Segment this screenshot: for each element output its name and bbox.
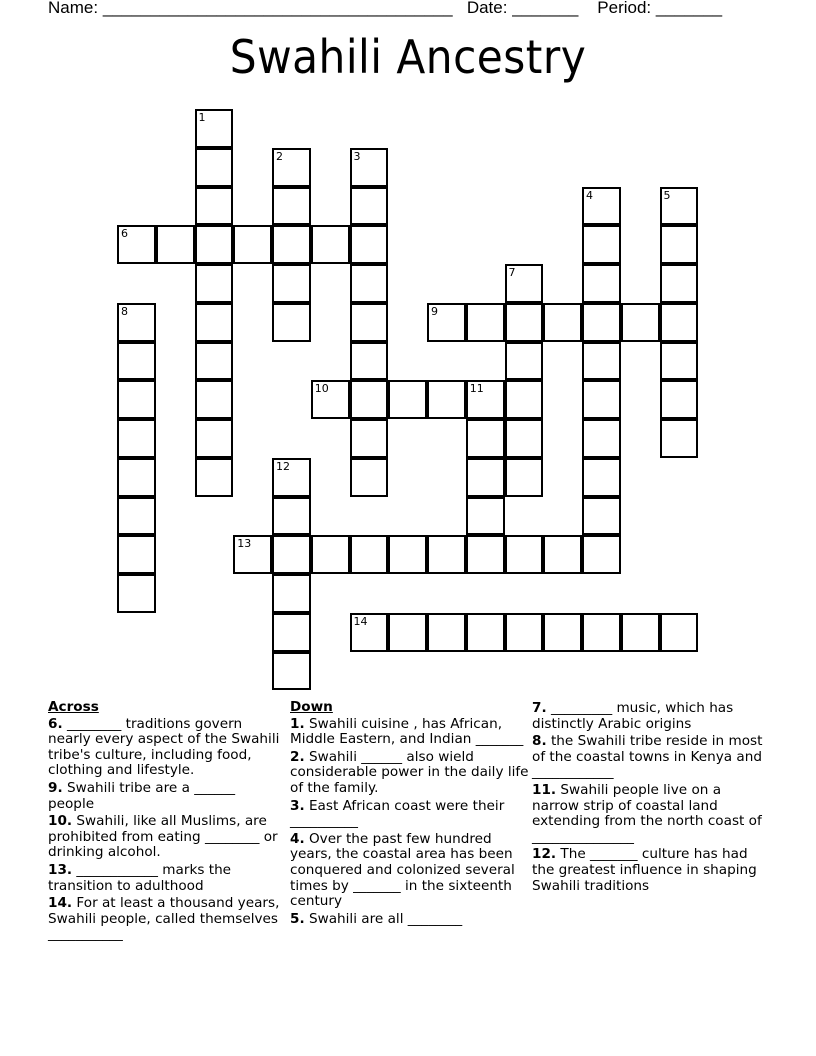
crossword-cell[interactable] bbox=[272, 574, 311, 613]
crossword-cell[interactable] bbox=[195, 419, 234, 458]
crossword-cell[interactable] bbox=[427, 380, 466, 419]
crossword-cell[interactable] bbox=[117, 303, 156, 342]
crossword-cell[interactable] bbox=[582, 535, 621, 574]
crossword-cell[interactable] bbox=[505, 380, 544, 419]
crossword-cell[interactable] bbox=[582, 497, 621, 536]
crossword-cell[interactable] bbox=[350, 148, 389, 187]
period-label: Period: bbox=[597, 0, 652, 17]
crossword-cell[interactable] bbox=[272, 225, 311, 264]
down-heading: Down bbox=[290, 699, 333, 715]
clue-number: 13 bbox=[237, 537, 252, 551]
crossword-cell[interactable] bbox=[117, 380, 156, 419]
crossword-cell[interactable] bbox=[195, 458, 234, 497]
clue-down-3: 3. East African coast were their __________ bbox=[290, 797, 505, 830]
worksheet-header bbox=[48, 0, 768, 18]
crossword-cell[interactable] bbox=[350, 187, 389, 226]
clue-across-9: 9. Swahili tribe are a ______ people bbox=[48, 779, 236, 812]
crossword-cell[interactable] bbox=[505, 419, 544, 458]
crossword-cell[interactable] bbox=[582, 613, 621, 652]
clue-across-6: 6. ________ traditions govern nearly every aspect of the Swahili tribe's culture, including food, clothing and lifestyle. bbox=[48, 715, 280, 779]
clue-down-7: 7. _________ music, which has distinctly Arabic origins bbox=[532, 700, 734, 732]
clue-down-1: 1. Swahili cuisine , has African, Middle Eastern, and Indian _______ bbox=[290, 715, 524, 748]
crossword-cell[interactable] bbox=[350, 264, 389, 303]
crossword-cell[interactable] bbox=[427, 303, 466, 342]
crossword-cell[interactable] bbox=[350, 303, 389, 342]
crossword-cell[interactable] bbox=[660, 225, 699, 264]
crossword-grid bbox=[118, 110, 718, 710]
date-field[interactable]: _______ bbox=[512, 0, 579, 17]
crossword-cell[interactable] bbox=[272, 497, 311, 536]
crossword-cell[interactable] bbox=[660, 419, 699, 458]
clue-number: 2 bbox=[276, 149, 283, 163]
crossword-cell[interactable] bbox=[117, 497, 156, 536]
crossword-cell[interactable] bbox=[582, 419, 621, 458]
name-field[interactable]: _____________________________________ bbox=[102, 0, 453, 17]
crossword-cell[interactable] bbox=[660, 264, 699, 303]
crossword-cell[interactable] bbox=[582, 225, 621, 264]
crossword-cell[interactable] bbox=[466, 380, 505, 419]
crossword-cell[interactable] bbox=[466, 535, 505, 574]
crossword-cell[interactable] bbox=[195, 342, 234, 381]
crossword-cell[interactable] bbox=[388, 380, 427, 419]
crossword-cell[interactable] bbox=[388, 535, 427, 574]
clue-down-11: 11. Swahili people live on a narrow strip of coastal land extending from the north coast of _______________ bbox=[532, 781, 762, 845]
crossword-cell[interactable] bbox=[505, 264, 544, 303]
crossword-cell[interactable] bbox=[311, 225, 350, 264]
name-label: Name: bbox=[48, 0, 99, 17]
clue-number: 6 bbox=[121, 227, 128, 241]
crossword-cell[interactable] bbox=[350, 613, 389, 652]
crossword-cell[interactable] bbox=[117, 535, 156, 574]
clue-number: 9 bbox=[431, 304, 438, 318]
crossword-cell[interactable] bbox=[350, 380, 389, 419]
crossword-cell[interactable] bbox=[350, 419, 389, 458]
crossword-cell[interactable] bbox=[350, 225, 389, 264]
clue-number: 12 bbox=[276, 459, 290, 473]
crossword-cell[interactable] bbox=[582, 264, 621, 303]
clue-down-4: 4. Over the past few hundred years, the coastal area has been conquered and colonized several times by _______ in the sixteenth century bbox=[290, 830, 515, 910]
crossword-cell[interactable] bbox=[505, 613, 544, 652]
crossword-cell[interactable] bbox=[195, 264, 234, 303]
crossword-cell[interactable] bbox=[660, 380, 699, 419]
crossword-cell[interactable] bbox=[272, 187, 311, 226]
crossword-cell[interactable] bbox=[427, 613, 466, 652]
clue-across-13: 13. ____________ marks the transition to adulthood bbox=[48, 861, 232, 894]
crossword-cell[interactable] bbox=[427, 535, 466, 574]
clue-across-10: 10. Swahili, like all Muslims, are prohibited from eating ________ or drinking alcohol. bbox=[48, 813, 278, 861]
crossword-cell[interactable] bbox=[272, 613, 311, 652]
crossword-cell[interactable] bbox=[272, 264, 311, 303]
crossword-cell[interactable] bbox=[195, 148, 234, 187]
crossword-cell[interactable] bbox=[195, 225, 234, 264]
crossword-cell[interactable] bbox=[505, 342, 544, 381]
crossword-cell[interactable] bbox=[505, 458, 544, 497]
crossword-cell[interactable] bbox=[582, 342, 621, 381]
crossword-cell[interactable] bbox=[543, 535, 582, 574]
crossword-cell[interactable] bbox=[582, 187, 621, 226]
crossword-cell[interactable] bbox=[311, 535, 350, 574]
crossword-cell[interactable] bbox=[233, 535, 272, 574]
clue-down-2: 2. Swahili ______ also wield considerable power in the daily life of the family. bbox=[290, 748, 529, 796]
clue-number: 10 bbox=[314, 382, 329, 396]
crossword-cell[interactable] bbox=[582, 380, 621, 419]
crossword-cell[interactable] bbox=[195, 109, 234, 148]
clue-number: 8 bbox=[121, 304, 128, 318]
period-field[interactable]: _______ bbox=[655, 0, 723, 17]
crossword-cell[interactable] bbox=[621, 613, 660, 652]
crossword-cell[interactable] bbox=[505, 535, 544, 574]
crossword-cell[interactable] bbox=[272, 652, 311, 691]
crossword-cell[interactable] bbox=[117, 458, 156, 497]
crossword-cell[interactable] bbox=[466, 497, 505, 536]
crossword-cell[interactable] bbox=[660, 303, 699, 342]
crossword-cell[interactable] bbox=[195, 380, 234, 419]
crossword-cell[interactable] bbox=[543, 613, 582, 652]
crossword-cell[interactable] bbox=[311, 380, 350, 419]
crossword-cell[interactable] bbox=[117, 342, 156, 381]
clue-number: 3 bbox=[353, 149, 361, 163]
clue-number: 4 bbox=[586, 188, 593, 202]
clue-number: 14 bbox=[353, 614, 368, 628]
crossword-cell[interactable] bbox=[543, 303, 582, 342]
crossword-cell[interactable] bbox=[466, 303, 505, 342]
crossword-cell[interactable] bbox=[621, 303, 660, 342]
crossword-cell[interactable] bbox=[117, 574, 156, 613]
crossword-cell[interactable] bbox=[350, 342, 389, 381]
crossword-cell[interactable] bbox=[388, 613, 427, 652]
crossword-cell[interactable] bbox=[195, 303, 234, 342]
crossword-cell[interactable] bbox=[233, 225, 272, 264]
crossword-cell[interactable] bbox=[660, 613, 699, 652]
crossword-cell[interactable] bbox=[466, 613, 505, 652]
crossword-cell[interactable] bbox=[195, 187, 234, 226]
clue-number: 11 bbox=[469, 382, 484, 396]
crossword-cell[interactable] bbox=[156, 225, 195, 264]
clue-number: 1 bbox=[198, 111, 206, 124]
crossword-cell[interactable] bbox=[466, 419, 505, 458]
crossword-cell[interactable] bbox=[660, 342, 699, 381]
down-clues-continued bbox=[532, 701, 772, 896]
crossword-cell[interactable] bbox=[582, 303, 621, 342]
clue-down-8: 8. the Swahili tribe reside in most of the coastal towns in Kenya and ____________ bbox=[532, 733, 763, 781]
crossword-cell[interactable] bbox=[117, 419, 156, 458]
clue-number: 5 bbox=[663, 188, 671, 202]
crossword-cell[interactable] bbox=[505, 303, 544, 342]
crossword-cell[interactable] bbox=[582, 458, 621, 497]
crossword-cell[interactable] bbox=[660, 187, 699, 226]
crossword-cell[interactable] bbox=[272, 535, 311, 574]
across-heading: Across bbox=[48, 699, 99, 715]
clue-down-12: 12. The _______ culture has had the greatest influence in shaping Swahili traditions bbox=[532, 846, 757, 894]
crossword-cell[interactable] bbox=[350, 535, 389, 574]
across-clues bbox=[48, 700, 284, 945]
down-clues bbox=[290, 700, 530, 929]
clue-number: 7 bbox=[508, 266, 516, 279]
crossword-cell[interactable] bbox=[272, 303, 311, 342]
crossword-cell[interactable] bbox=[117, 225, 156, 264]
crossword-cell[interactable] bbox=[350, 458, 389, 497]
page-title: Swahili Ancestry bbox=[229, 30, 587, 84]
date-label: Date: bbox=[466, 0, 508, 17]
crossword-cell[interactable] bbox=[272, 148, 311, 187]
clue-down-5: 5. Swahili are all ________ bbox=[290, 910, 463, 927]
crossword-cell[interactable] bbox=[272, 458, 311, 497]
crossword-cell[interactable] bbox=[466, 458, 505, 497]
clue-across-14: 14. For at least a thousand years, Swahili people, called themselves ___________ bbox=[48, 895, 280, 943]
